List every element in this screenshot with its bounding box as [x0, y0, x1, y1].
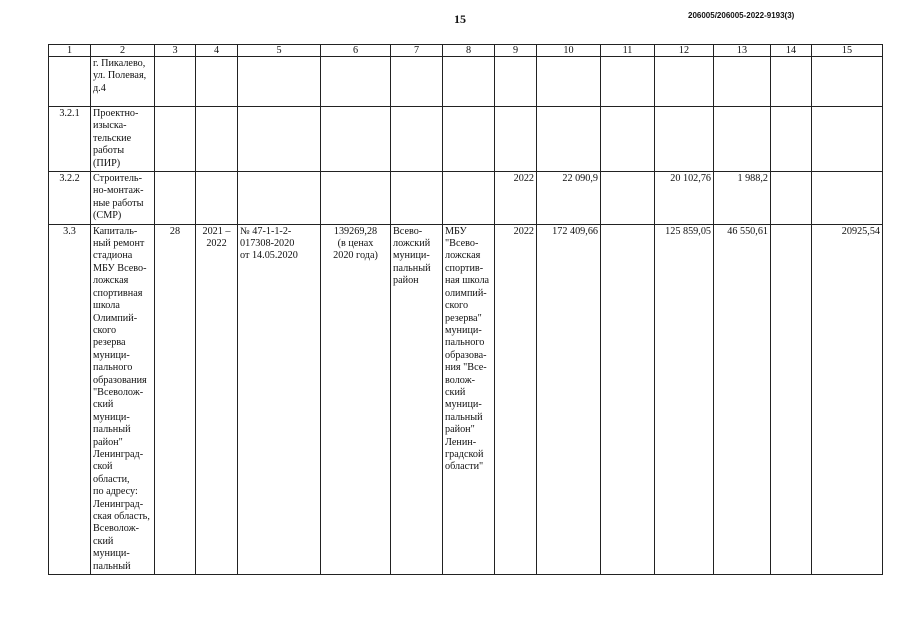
amount-cell: 46 550,61	[714, 224, 771, 574]
header-cell: 3	[155, 45, 196, 57]
table-cell	[655, 107, 714, 172]
table-cell	[771, 172, 812, 225]
amount-cell: 1 988,2	[714, 172, 771, 225]
amount-cell: 125 859,05	[655, 224, 714, 574]
header-cell: 7	[391, 45, 443, 57]
period-cell: 2021 – 2022	[196, 224, 238, 574]
table-cell	[714, 57, 771, 107]
document-code: 206005/206005-2022-9193(3)	[688, 11, 795, 20]
name-cell: Строитель- но-монтаж- ные работы (СМР)	[91, 172, 155, 225]
table-cell	[601, 172, 655, 225]
table-cell	[155, 57, 196, 107]
table-cell	[537, 107, 601, 172]
document-cell: № 47-1-1-2- 017308-2020 от 14.05.2020	[238, 224, 321, 574]
table-cell	[443, 172, 495, 225]
header-cell: 2	[91, 45, 155, 57]
header-cell: 10	[537, 45, 601, 57]
row-number-cell: 3.2.2	[49, 172, 91, 225]
table-cell	[391, 57, 443, 107]
header-cell: 4	[196, 45, 238, 57]
table-cell	[155, 172, 196, 225]
table-row	[49, 172, 883, 225]
amount-cell: 20925,54	[812, 224, 883, 574]
table-cell	[238, 172, 321, 225]
table-cell	[771, 107, 812, 172]
amount-cell: 20 102,76	[655, 172, 714, 225]
table-cell	[238, 107, 321, 172]
table-cell: 28	[155, 224, 196, 574]
table-cell	[196, 172, 238, 225]
year-cell: 2022	[495, 224, 537, 574]
header-cell: 11	[601, 45, 655, 57]
organization-cell: МБУ "Всево- ложская спортив- ная школа олимпий- ского резерва" муници- пального образова- ния "Все- волож- ский муници- пальный район" Ленин- градской области"	[443, 224, 495, 574]
header-cell: 5	[238, 45, 321, 57]
name-cell: Проектно- изыска- тельские работы (ПИР)	[91, 107, 155, 172]
municipality-cell: Всево- ложский муници- пальный район	[391, 224, 443, 574]
table-cell	[196, 57, 238, 107]
table-cell	[321, 172, 391, 225]
table-cell	[812, 57, 883, 107]
table-cell	[812, 107, 883, 172]
table-cell	[391, 107, 443, 172]
table-cell	[812, 172, 883, 225]
year-cell: 2022	[495, 172, 537, 225]
table-cell	[238, 57, 321, 107]
table-cell	[537, 57, 601, 107]
header-cell: 15	[812, 45, 883, 57]
table-cell	[771, 224, 812, 574]
total-amount-cell: 22 090,9	[537, 172, 601, 225]
table-row	[49, 107, 883, 172]
row-number-cell: 3.3	[49, 224, 91, 574]
data-table	[48, 44, 883, 575]
table-cell	[391, 172, 443, 225]
table-cell	[196, 107, 238, 172]
table-cell	[495, 57, 537, 107]
table-cell	[321, 107, 391, 172]
page-number: 15	[454, 12, 466, 26]
header-cell: 9	[495, 45, 537, 57]
row-number-cell: 3.2.1	[49, 107, 91, 172]
table-cell	[714, 107, 771, 172]
table-cell	[443, 57, 495, 107]
table-cell	[771, 57, 812, 107]
header-cell: 14	[771, 45, 812, 57]
header-cell: 13	[714, 45, 771, 57]
table-cell	[155, 107, 196, 172]
name-cell: Капиталь- ный ремонт стадиона МБУ Всево- ложская спортивная школа Олимпий- ского резерва муници- пального образования "Всеволож- ский муници- пальный район" Ленинград- ской области, по адресу: Ленинград- ская область, Всеволож- ский муници- пальный	[91, 224, 155, 574]
row-number-cell	[49, 57, 91, 107]
table-row	[49, 57, 883, 107]
table-cell	[655, 57, 714, 107]
header-cell: 12	[655, 45, 714, 57]
table-cell	[495, 107, 537, 172]
table-row	[49, 224, 883, 574]
header-row	[49, 45, 883, 57]
header-cell: 8	[443, 45, 495, 57]
table-cell	[443, 107, 495, 172]
table-cell	[601, 57, 655, 107]
header-cell: 1	[49, 45, 91, 57]
table-cell	[601, 107, 655, 172]
table-cell	[601, 224, 655, 574]
cost-cell: 139269,28 (в ценах 2020 года)	[321, 224, 391, 574]
header-cell: 6	[321, 45, 391, 57]
name-cell: г. Пикалево, ул. Полевая, д.4	[91, 57, 155, 107]
table-cell	[321, 57, 391, 107]
total-amount-cell: 172 409,66	[537, 224, 601, 574]
